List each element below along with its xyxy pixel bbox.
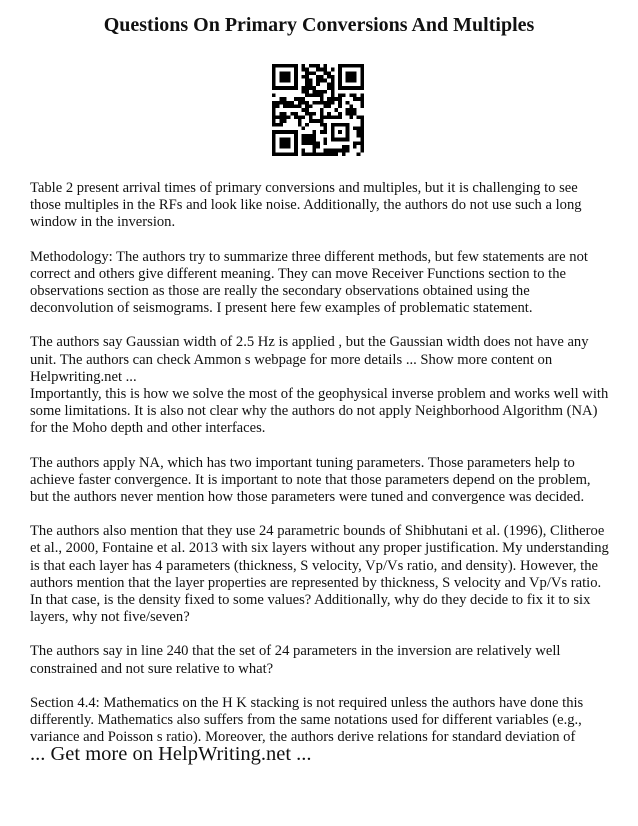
page-title: Questions On Primary Conversions And Multiples: [103, 14, 535, 36]
document-body: [30, 180, 610, 763]
paragraph: The authors say in line 240 that the set of 24 parameters in the inversion are relatively well constrained and not sure relative to what?: [30, 643, 561, 677]
qr-code-icon: [272, 64, 364, 156]
paragraph: The authors say Gaussian width of 2.5 Hz is applied , but the Gaussian width does not have any unit. The authors can check Ammon s webpage for more details ... Show more content on Helpwriting.net ...: [30, 334, 589, 385]
paragraph: Section 4.4: Mathematics on the H K stacking is not required unless the authors have done this differently. Mathematics also suffers from the same notations used for different variables (e.g., variance and Poisson s ratio). Moreover, the authors derive relations for standard deviation of: [30, 694, 584, 746]
paragraph: Table 2 present arrival times of primary conversions and multiples, but it is challenging to see those multiples in the RFs and look like noise. Additionally, the authors do not use such a long window in the inversion.: [30, 180, 582, 231]
paragraph: The authors also mention that they use 24 parametric bounds of Shibhutani et al. (1996), Clitheroe et al., 2000, Fontaine et al. 2013 with six layers without any proper justification. My understanding is that each layer has 4 parameters (thickness, S velocity, Vp/Vs ratio, and density). However, the authors mention that the layer properties are represented by thickness, S velocity and Vp/Vs ratio. In that case, is the density fixed to some values? Additionally, why do they decide to fix it to six layers, why not five/seven?: [30, 523, 609, 626]
paragraph: Importantly, this is how we solve the most of the geophysical inverse problem and works well with some limitations. It is also not clear why the authors do not apply Neighborhood Algorithm (NA) for the Moho depth and other interfaces.: [30, 386, 609, 437]
paragraph: Methodology: The authors try to summarize three different methods, but few statements are not correct and others give different meaning. They can move Receiver Functions section to the observations section as those are really the secondary observations obtained using the deconvolution of seismograms. I present here few examples of problematic statement.: [30, 248, 588, 317]
footer-link-text[interactable]: ... Get more on HelpWriting.net ...: [30, 743, 312, 765]
paragraph: The authors apply NA, which has two important tuning parameters. Those parameters help to achieve faster convergence. It is important to note that those parameters depend on the problem, but the authors never mention how those parameters were tuned and convergence was decided.: [30, 454, 591, 506]
